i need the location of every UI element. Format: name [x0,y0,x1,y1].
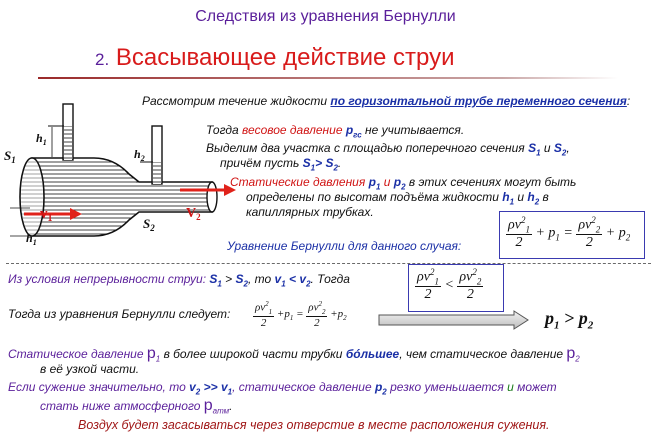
result-arrow [378,310,530,330]
section-divider [6,263,651,264]
label-v1: $v_1$ [40,206,53,224]
bernoulli-label: Уравнение Бернулли для данного случая: [227,239,462,253]
intro-emphasis: по горизонтальной трубе переменного сечения [330,94,627,108]
label-h1-bottom: $h_1$ [26,231,37,247]
label-h1-top: $h_1$ [36,131,47,147]
velocity-inequality-box [408,264,504,312]
title-divider [38,77,618,79]
label-S1: $S_1$ [4,148,16,165]
continuity-line: Из условия непрерывности струи: $S_1 > S_2$, то $v_1 < v_2$. Тогда [8,272,350,289]
narrowing-line-1: Если сужение значительно, то $v_2 >> v_1$, статическое давление $p_2$ резко уменьшается и может [8,380,557,397]
label-h2: $h_2$ [134,147,145,163]
static-pressure-line-2: определены по высотам подъёма жидкости $h_1$ и $h_2$ в [246,190,549,207]
subtitle-number: 2. [95,50,110,69]
bernoulli-equation-small: $\frac{\rho v^2_1}{2}$ $+p_1$ = $\frac{\rho v^2_2}{2}$ $+p_2$ [255,300,347,329]
pipe-right-opening [207,182,217,212]
pipe-liquid [32,158,212,236]
label-v2: $V_2$ [186,206,201,222]
label-S2: $S_2$ [143,216,155,233]
bernoulli-equation: $\frac{\rho v^2_1}{2}$ + $p_1$ = $\frac{\rho v^2_2}{2}$ + $p_2$ [508,215,631,251]
weight-pressure-line: Тогда весовое давление $p_{гс}$ не учитывается. [206,123,465,140]
static-pressure-line-3: капиллярных трубках. [246,205,374,219]
sections-line-1: Выделим два участка с площадью поперечного сечения $S_1$ и $S_2$, [206,141,570,158]
conclusion: Воздух будет засасываться через отверстие в месте расположения сужения. [78,418,550,432]
subtitle-text: Всасывающее действие струи [115,44,455,71]
narrowing-line-2: стать ниже атмосферного $p_{атм}$. [40,397,233,416]
sections-line-2: причём пусть $S_1> S_2$. [220,156,342,173]
static-comparison-line-1: Статическое давление $p_1$ в более широкой части трубки бóльшее, чем статическое давление $p_2$ [8,345,580,364]
pipe-diagram [4,100,236,250]
then-bernoulli-line: Тогда из уравнения Бернулли следует: [8,307,231,321]
intro-line: Рассмотрим течение жидкости по горизонтальной трубе переменного сечения: [142,94,631,108]
velocity-inequality: $\frac{\rho v^2_1}{2}$ < $\frac{\rho v^2_2}{2}$ [417,267,482,303]
pressure-result: $p_1 > p_2$ [545,308,594,332]
page-subtitle [95,44,455,72]
page-title: Следствия из уравнения Бернулли [195,8,456,25]
static-comparison-line-2: в её узкой части. [40,362,140,376]
bernoulli-equation-box [499,211,645,259]
static-pressure-line-1: Статические давления $p_1$ и $p_2$ в этих сечениях могут быть [230,175,577,192]
